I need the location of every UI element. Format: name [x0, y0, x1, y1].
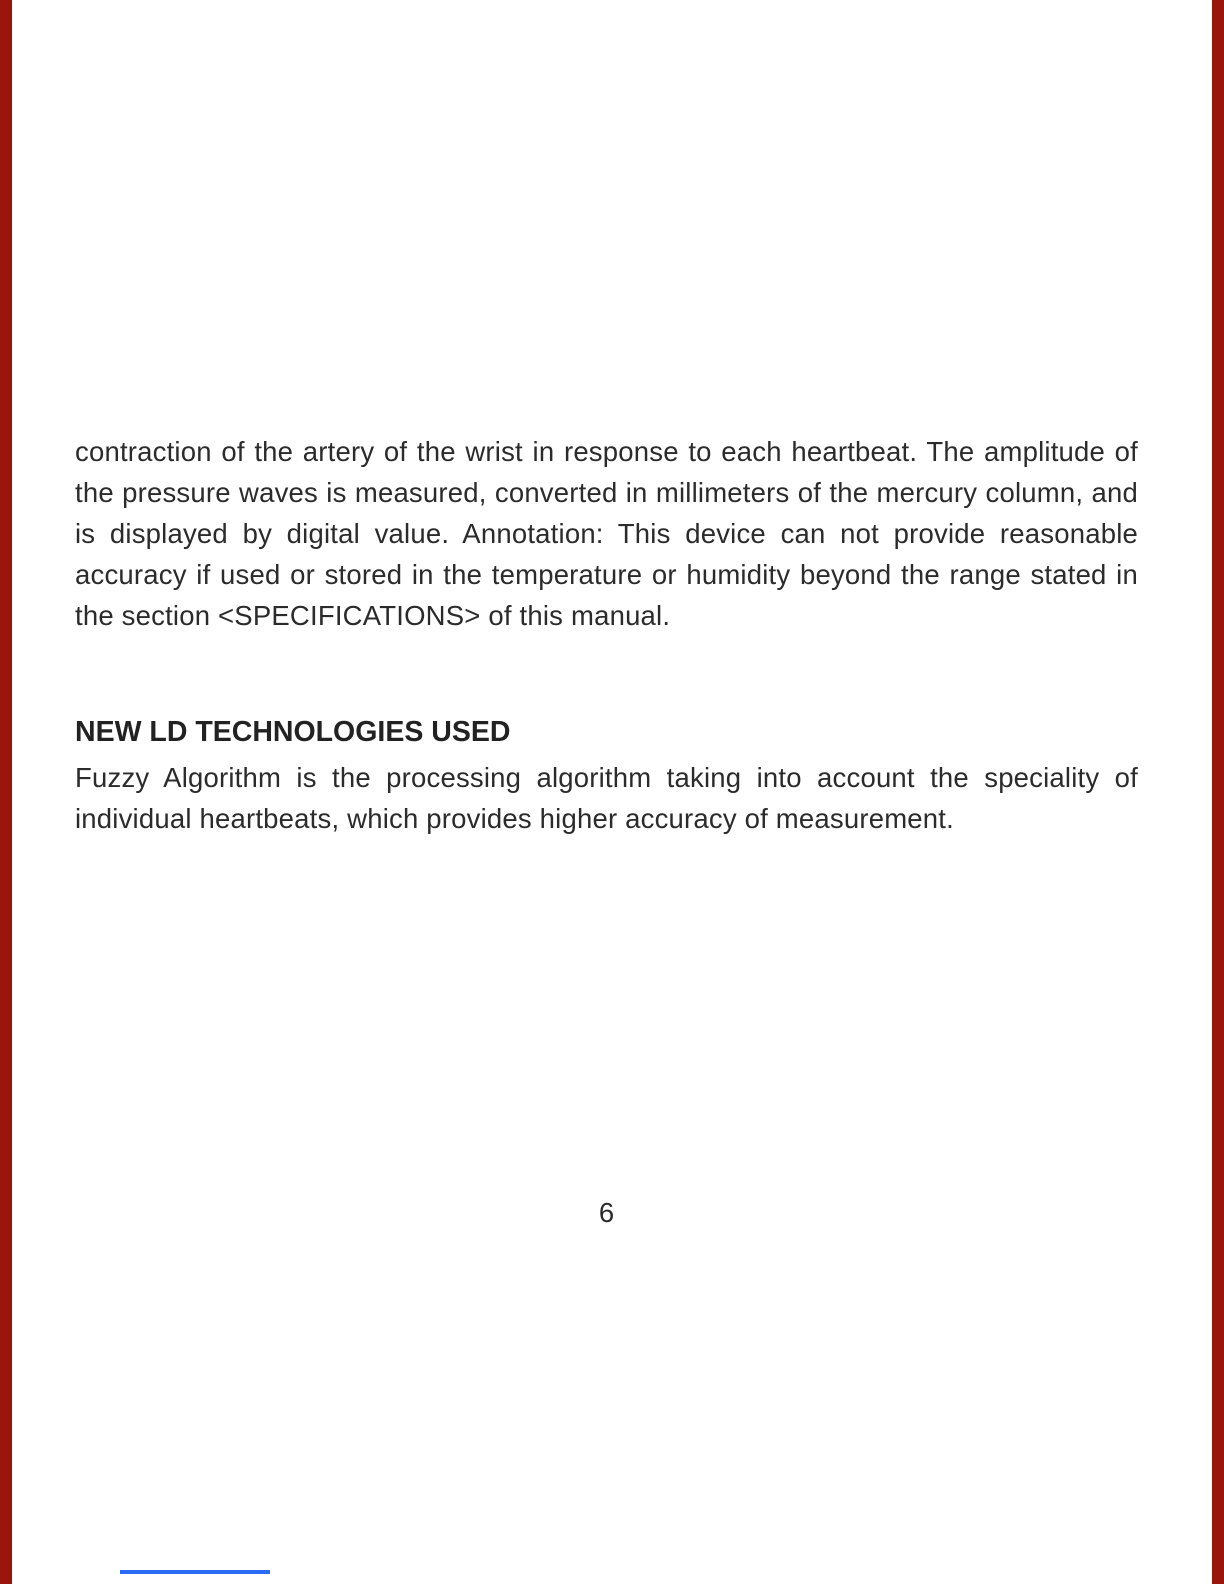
section-heading: NEW LD TECHNOLOGIES USED: [75, 715, 511, 748]
bottom-blue-line: [120, 1570, 270, 1574]
page-number: 6: [598, 1197, 615, 1228]
intro-paragraph: contraction of the artery of the wrist in response to each heartbeat. The amplitude of the pressure waves is measured, converted in millimeters of the mercury column, and is displayed by digital value. Annotation: This device can not provide reasonable accuracy if used or stored in the temperature or humidity beyond the range stated in the section <SPECIFICATIONS> of this manual.: [75, 435, 1138, 631]
right-edge-red-bar: [1212, 0, 1224, 1584]
left-edge-red-bar: [0, 0, 12, 1584]
technology-paragraph: Fuzzy Algorithm is the processing algorithm taking into account the speciality of individual heartbeats, which provides higher accuracy of measurement.: [75, 761, 1138, 834]
